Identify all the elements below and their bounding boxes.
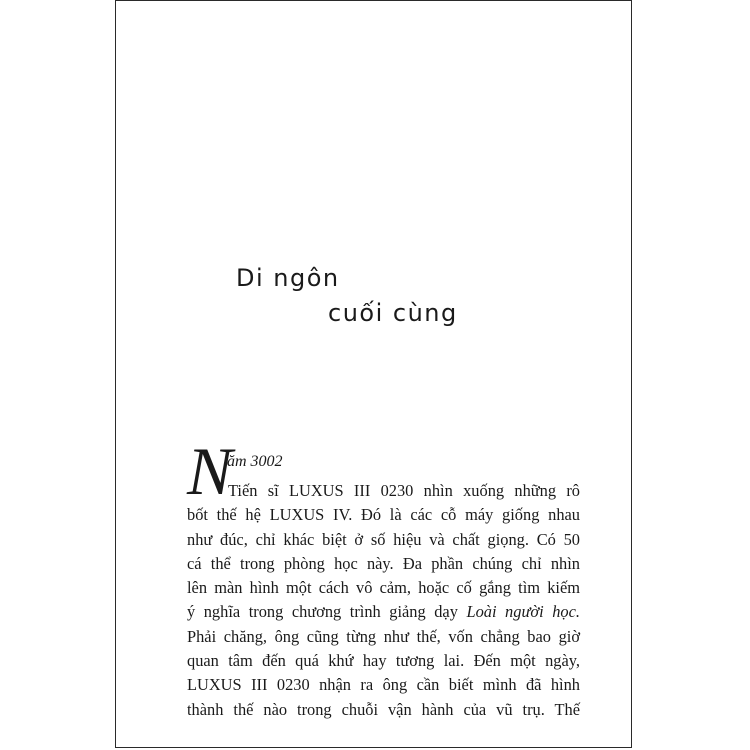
body-line: bốt thế hệ LUXUS IV. Đó là các cỗ máy giống nhau (187, 505, 580, 525)
body-line: quan tâm đến quá khứ hay tương lai. Đến một ngày, (187, 651, 580, 671)
body-line: Tiến sĩ LUXUS III 0230 nhìn xuống những rô (228, 481, 580, 500)
body-line-text: ý nghĩa trong chương trình giảng dạy (187, 602, 458, 622)
body-paragraph (187, 479, 580, 722)
italic-book-title: Loài người học. (466, 602, 580, 622)
book-page (115, 0, 632, 748)
body-line: Phải chăng, ông cũng từng như thế, vốn chẳng bao giờ (187, 626, 580, 646)
body-line-with-italic (187, 600, 580, 624)
opening-year: ăm 3002 (227, 453, 283, 470)
body-line: như đúc, chỉ khác biệt ở số hiệu và chất giọng. Có 50 (187, 529, 580, 549)
body-line: thành thế nào trong chuỗi vận hành của vũ trụ. Thế (187, 699, 580, 719)
chapter-title-line-1: Di ngôn (236, 264, 340, 292)
body-line: lên màn hình một cách vô cảm, hoặc cố gắng tìm kiếm (187, 578, 580, 598)
body-line: LUXUS III 0230 nhận ra ông cần biết mình đã hình (187, 675, 580, 695)
drop-cap: N (187, 433, 233, 509)
body-line: cá thể trong phòng học này. Đa phần chúng chỉ nhìn (187, 553, 580, 573)
chapter-title-line-2: cuối cùng (328, 299, 458, 327)
